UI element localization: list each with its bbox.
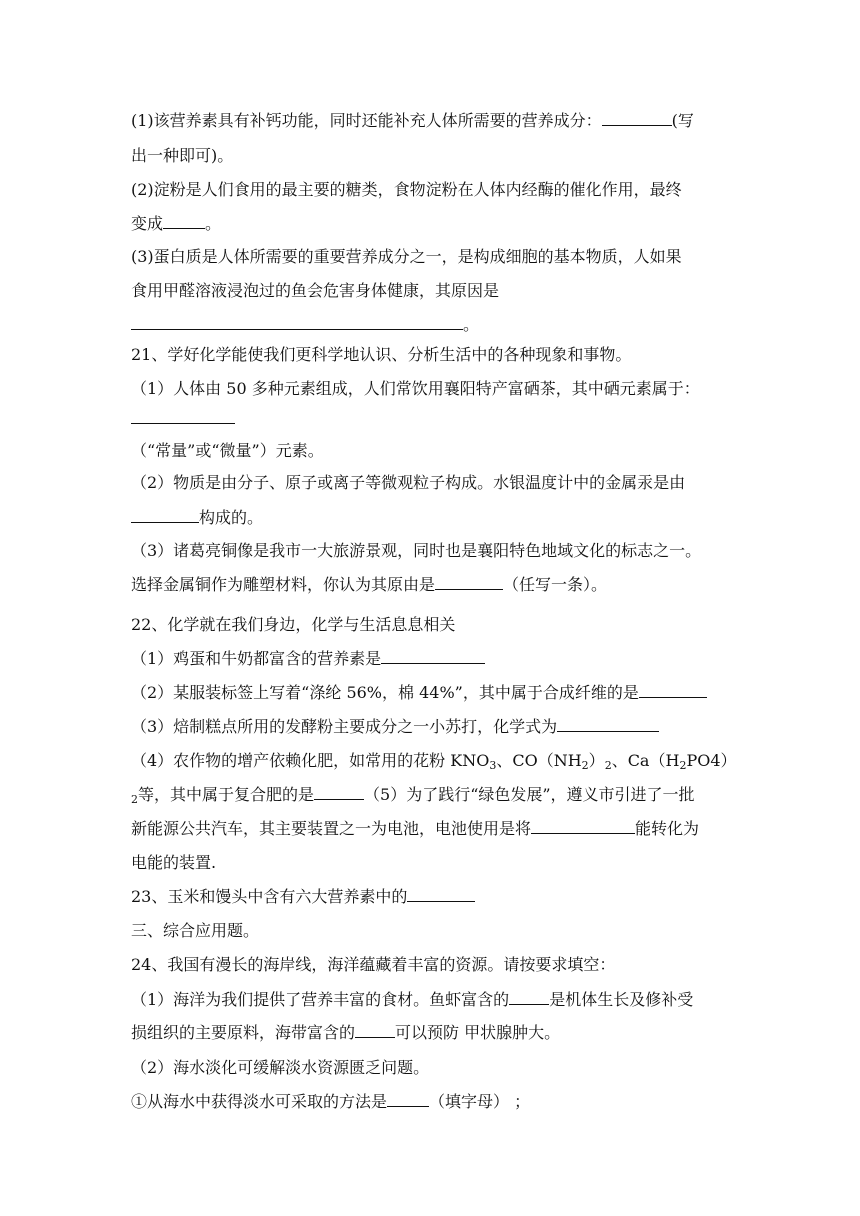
q20-part2-line2 [131, 213, 731, 235]
q21-part1-line3: （“常量”或“微量”）元素。 [131, 441, 324, 460]
q24-part1-line1 [131, 989, 731, 1011]
text-run: （2）某服装标签上写着“涤纶 56%，棉 44%”，其中属于合成纤维的是 [131, 683, 639, 702]
text-run: 2 [604, 759, 612, 772]
text-run: （1）鸡蛋和牛奶都富含的营养素是 [131, 649, 382, 668]
answer-blank[interactable] [131, 507, 199, 523]
text-run: 新能源公共汽车，其主要装置之一为电池，电池使用是将 [131, 819, 532, 838]
text-run: 、Ca（H [611, 751, 680, 770]
q24-heading: 24、我国有漫长的海岸线，海洋蕴藏着丰富的资源。请按要求填空： [131, 955, 616, 974]
q22-part4-line2 [131, 784, 731, 806]
q22-heading: 22、化学就在我们身边，化学与生活息息相关 [131, 615, 456, 634]
text-run: 能转化为 [635, 819, 700, 838]
text-run: 损组织的主要原料，海带富含的 [131, 1023, 356, 1042]
text-run: （5）为了践行“绿色发展”，遵义市引进了一批 [364, 785, 695, 804]
text-run: 3 [489, 759, 497, 772]
q20-part3-line1: (3)蛋白质是人体所需要的重要营养成分之一，是构成细胞的基本物质，人如果 [131, 247, 682, 266]
text-run: PO4） [686, 751, 737, 770]
answer-blank[interactable] [602, 110, 672, 126]
answer-blank[interactable] [163, 213, 205, 229]
answer-blank[interactable] [387, 1091, 429, 1107]
q22-part4-line1 [131, 750, 737, 772]
answer-blank[interactable] [407, 886, 475, 902]
answer-blank[interactable] [639, 682, 707, 698]
q24-part1-line2 [131, 1022, 731, 1044]
q21-part3-line2 [131, 574, 731, 596]
text-run: (写 [671, 111, 694, 130]
q20-part2-line1: (2)淀粉是人们食用的最主要的糖类，食物淀粉在人体内经酶的催化作用，最终 [131, 180, 682, 199]
q21-part1-line1: （1）人体由 50 多种元素组成，人们常饮用襄阳特产富硒茶，其中硒元素属于： [131, 379, 700, 398]
q20-part3-line3 [131, 314, 731, 336]
text-run: 2 [131, 793, 138, 806]
text-run: 。 [205, 214, 222, 233]
text-run: （任写一条）。 [503, 575, 608, 594]
text-run: (1)该营养素具有补钙功能，同时还能补充人体所需要的营养成分： [131, 111, 602, 130]
text-run: （1）海洋为我们提供了营养丰富的食材。鱼虾富含的 [131, 990, 510, 1009]
answer-blank[interactable] [557, 716, 659, 732]
q20-part1-line1 [131, 110, 731, 132]
text-run: 2 [679, 759, 687, 772]
text-run: （3）焙制糕点所用的发酵粉主要成分之一小苏打，化学式为 [131, 717, 558, 736]
q22-part1 [131, 648, 731, 670]
q20-part1-line2: 出一种即可)。 [131, 146, 234, 165]
text-run: 。 [463, 315, 480, 334]
section-heading: 三、综合应用题。 [131, 921, 260, 940]
q22-part2 [131, 682, 731, 704]
text-run: （填字母） ； [429, 1092, 531, 1111]
text-run: 、CO（NH [496, 751, 582, 770]
answer-blank[interactable] [531, 818, 635, 834]
text-run: 可以预防 甲状腺肿大。 [395, 1023, 561, 1042]
q22-part5-line2 [131, 818, 731, 840]
text-run: 变成 [131, 214, 164, 233]
q20-part3-line2: 食用甲醛溶液浸泡过的鱼会危害身体健康，其原因是 [131, 281, 500, 300]
q23-line [131, 886, 731, 908]
text-run: 是机体生长及修补受 [549, 990, 694, 1009]
text-run: （4）农作物的增产依赖化肥，如常用的花粉 KNO [131, 751, 490, 770]
q21-part1-line2 [131, 408, 731, 430]
answer-blank[interactable] [131, 408, 235, 424]
text-run: ①从海水中获得淡水可采取的方法是 [131, 1092, 388, 1111]
answer-blank[interactable] [509, 989, 549, 1005]
answer-blank[interactable] [355, 1022, 395, 1038]
q24-part2-sub1 [131, 1091, 731, 1113]
answer-blank[interactable] [381, 648, 485, 664]
q22-part5-line3: 电能的装置. [131, 853, 217, 872]
q22-part3 [131, 716, 731, 738]
q21-heading: 21、学好化学能使我们更科学地认识、分析生活中的各种现象和事物。 [131, 345, 632, 364]
text-run: 构成的。 [199, 508, 264, 527]
q21-part2-line1: （2）物质是由分子、原子或离子等微观粒子构成。水银温度计中的金属汞是由 [131, 473, 686, 492]
answer-blank[interactable] [131, 314, 463, 330]
text-run: 23、玉米和馒头中含有六大营养素中的 [131, 887, 408, 906]
answer-blank[interactable] [435, 574, 503, 590]
q21-part3-line1: （3）诸葛亮铜像是我市一大旅游景观，同时也是襄阳特色地域文化的标志之一。 [131, 541, 702, 560]
text-run: 2 [581, 759, 589, 772]
text-run: ） [588, 751, 605, 770]
q24-part2: （2）海水淡化可缓解淡水资源匮乏问题。 [131, 1058, 430, 1077]
q21-part2-line2 [131, 507, 731, 529]
text-run: 等，其中属于复合肥的是 [138, 785, 315, 804]
text-run: 选择金属铜作为雕塑材料，你认为其原由是 [131, 575, 436, 594]
answer-blank[interactable] [314, 784, 364, 800]
